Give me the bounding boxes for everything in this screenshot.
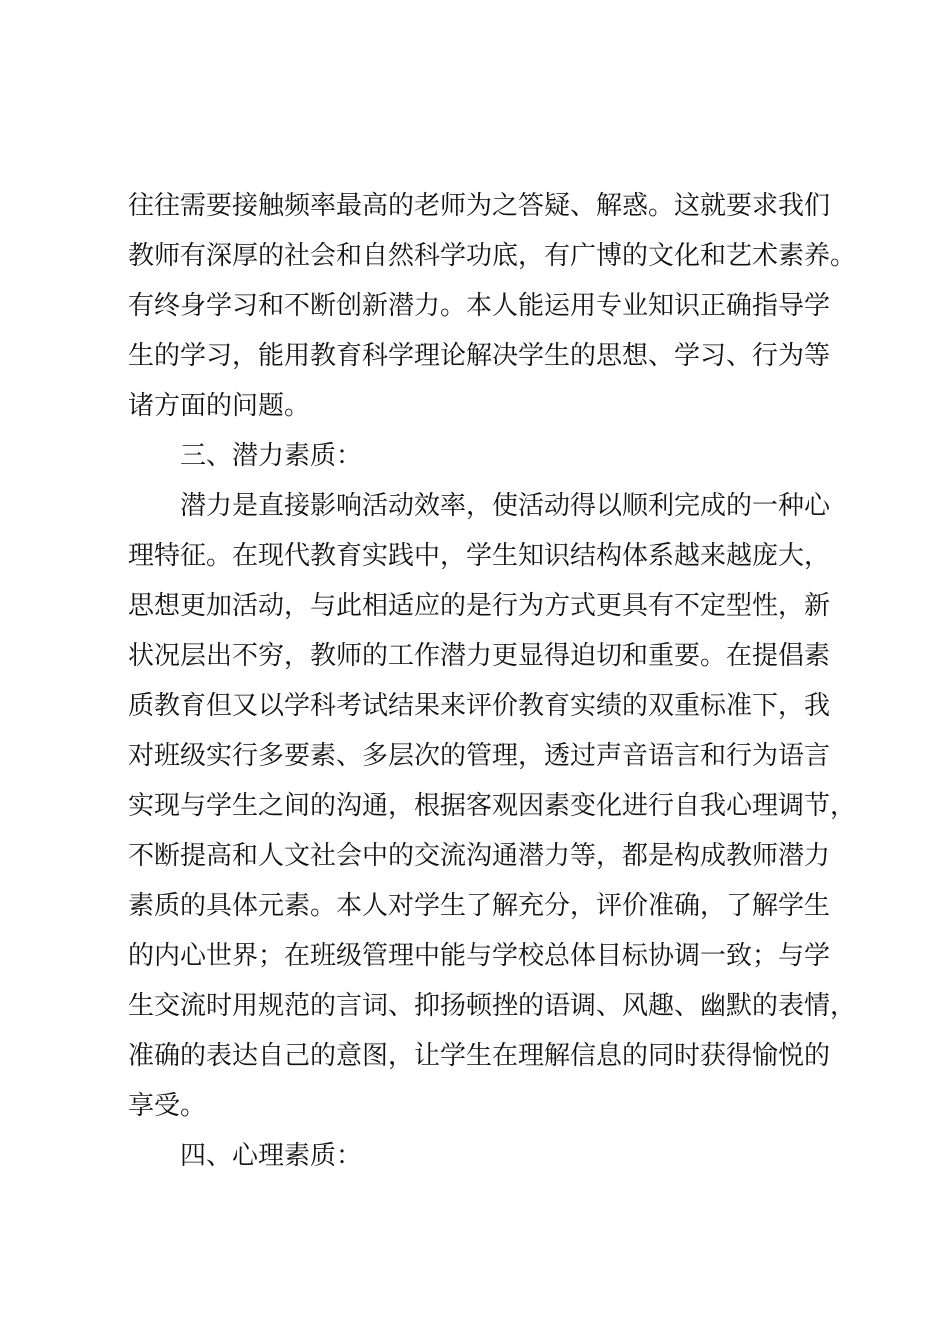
text-line: 理特征。在现代教育实践中，学生知识结构体系越来越庞大， [128,541,831,571]
section-heading-3: 三、潜力素质： [180,441,363,471]
text-line: 有终身学习和不断创新潜力。本人能运用专业知识正确指导学 [128,291,831,321]
text-line: 潜力是直接影响活动效率，使活动得以顺利完成的一种心 [180,491,831,521]
text-line: 诸方面的问题。 [128,391,311,421]
text-line: 质教育但又以学科考试结果来评价教育实绩的双重标准下，我 [128,691,831,721]
text-line: 准确的表达自己的意图，让学生在理解信息的同时获得愉悦的 [128,1041,831,1071]
paragraph-ability [128,481,858,1131]
text-line: 不断提高和人文社会中的交流沟通潜力等，都是构成教师潜力 [128,841,831,871]
document-body [128,181,858,1181]
text-line: 的内心世界；在班级管理中能与学校总体目标协调一致；与学 [128,941,831,971]
section-heading-4: 四、心理素质： [180,1141,363,1171]
text-line: 往往需要接触频率最高的老师为之答疑、解惑。这就要求我们 [128,191,831,221]
text-line: 教师有深厚的社会和自然科学功底，有广博的文化和艺术素养。 [128,241,857,271]
text-line: 素质的具体元素。本人对学生了解充分，评价准确，了解学生 [128,891,831,921]
text-line: 思想更加活动，与此相适应的是行为方式更具有不定型性，新 [128,591,831,621]
text-line: 生交流时用规范的言词、抑扬顿挫的语调、风趣、幽默的表情， [128,991,857,1021]
text-line: 享受。 [128,1091,207,1121]
text-line: 对班级实行多要素、多层次的管理，透过声音语言和行为语言 [128,741,831,771]
paragraph-intro [128,181,858,431]
text-line: 生的学习，能用教育科学理论解决学生的思想、学习、行为等 [128,341,831,371]
text-line: 实现与学生之间的沟通，根据客观因素变化进行自我心理调节， [128,791,857,821]
text-line: 状况层出不穷，教师的工作潜力更显得迫切和重要。在提倡素 [128,641,831,671]
